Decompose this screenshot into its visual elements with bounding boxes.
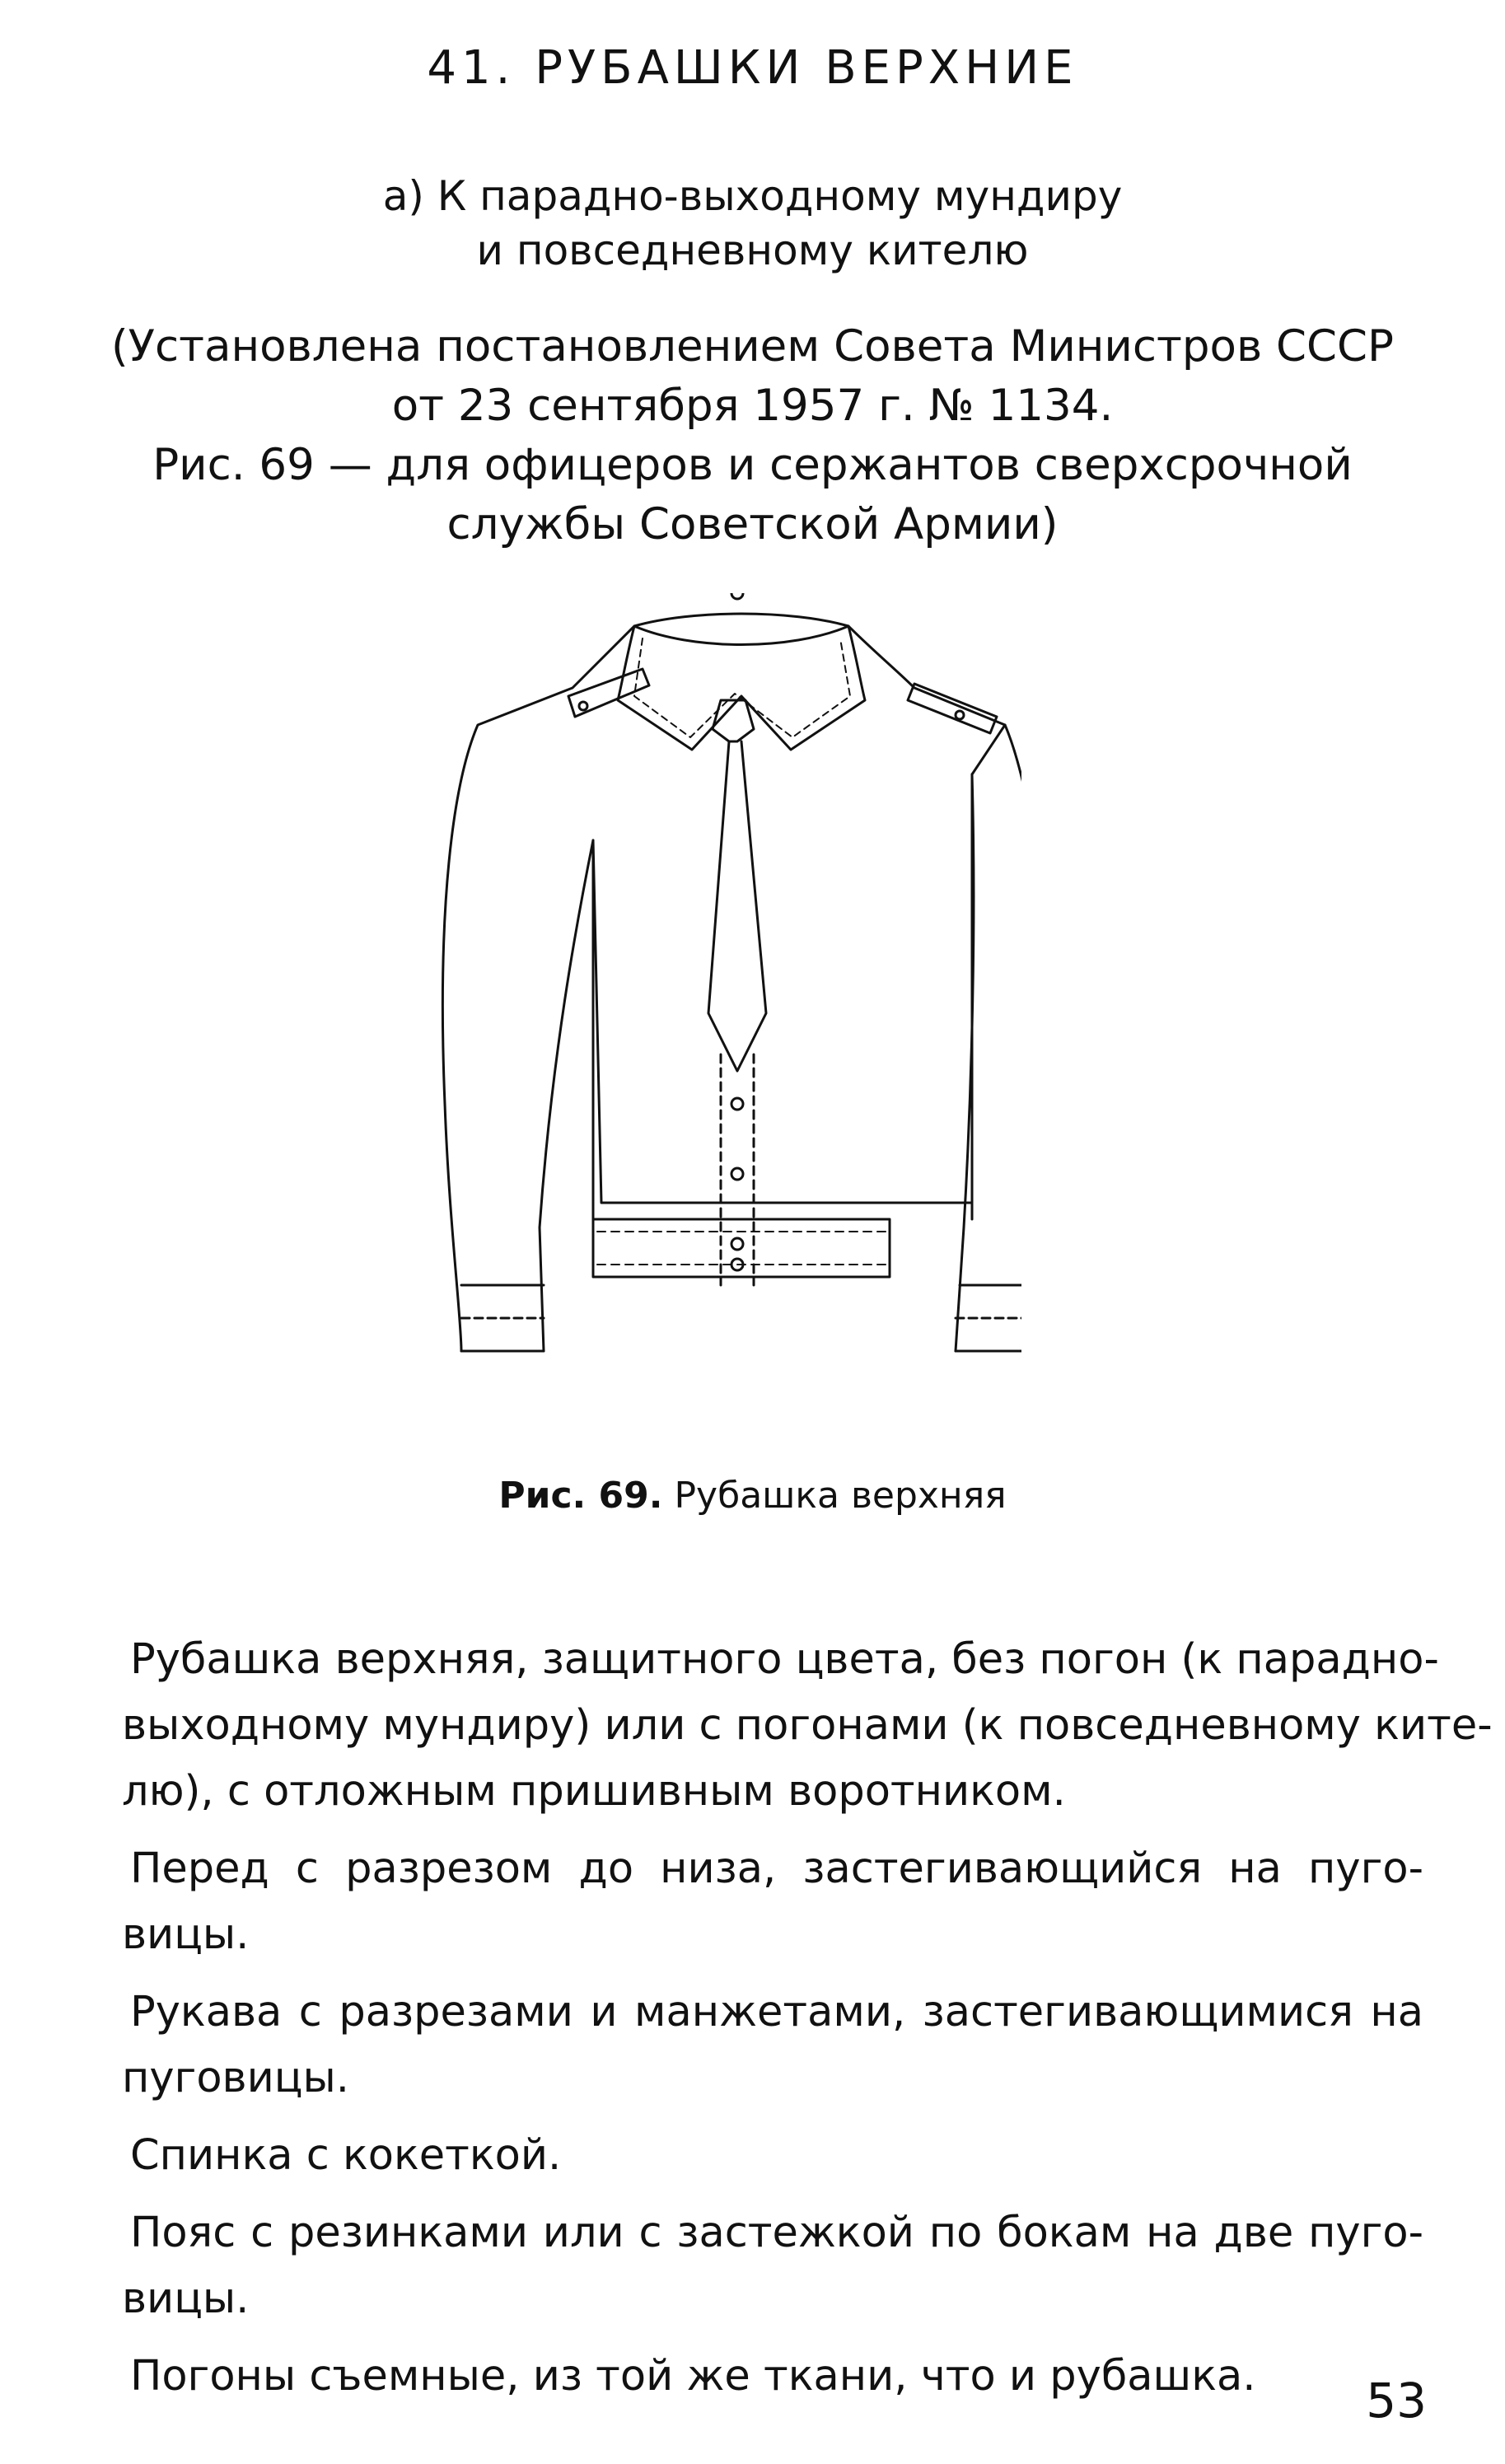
figure-caption — [0, 1475, 1505, 1517]
paragraph-line: Рубашка верхняя, защитного цвета, без погон (к парадно- — [130, 1635, 1439, 1684]
paragraph-line: Рукава с разрезами и манжетами, застегивающимися на — [130, 1988, 1423, 2036]
paragraph-line: Пояс с резинками или с застежкой по бокам на две пуго- — [130, 2209, 1423, 2257]
right-cuff — [956, 1318, 1021, 1351]
paragraph-line: выходному мундиру) или с погонами (к повседневному ките- — [122, 1701, 1493, 1750]
note-line-2: от 23 сентября 1957 г. № 1134. — [391, 381, 1114, 431]
paragraph-line: вицы. — [122, 1910, 250, 1959]
button-1 — [731, 1098, 743, 1110]
paragraph-line: Погоны съемные, из той же ткани, что и рубашка. — [130, 2352, 1256, 2401]
strap-button-left — [579, 702, 587, 710]
paragraph — [122, 2200, 1423, 2332]
note-line-1: (Установлена постановлением Совета Министров СССР — [110, 321, 1395, 372]
button-2 — [731, 1168, 743, 1180]
shirt-illustration-icon — [428, 593, 1021, 1442]
body-text — [122, 1627, 1493, 2421]
page-number: 53 — [1366, 2373, 1427, 2429]
shirt-outline — [442, 614, 1005, 1351]
subtitle-line-2: и повседневному кителю — [476, 227, 1029, 274]
left-cuff — [461, 1318, 544, 1351]
paragraph-line: Перед с разрезом до низа, застегивающийся на пуго- — [130, 1844, 1423, 1893]
button-3 — [731, 1238, 743, 1250]
collar — [618, 626, 865, 750]
paragraph — [122, 1980, 1423, 2111]
regulation-note — [0, 317, 1505, 554]
paragraph-line: лю), с отложным пришивным воротником. — [122, 1767, 1066, 1816]
paragraph — [122, 1627, 1493, 1825]
strap-button-right — [956, 711, 964, 719]
collar-stitch — [634, 638, 850, 737]
note-line-3: Рис. 69 — для офицеров и сержантов сверхсрочной — [152, 440, 1353, 490]
note-line-4: службы Советской Армии) — [446, 499, 1059, 549]
section-title: 41. РУБАШКИ ВЕРХНИЕ — [427, 41, 1078, 95]
paragraph — [122, 2344, 1423, 2410]
tie-blade — [708, 741, 766, 1071]
caption-text: Рубашка верхняя — [674, 1475, 1007, 1517]
paragraph-line: вицы. — [122, 2275, 250, 2323]
subtitle — [0, 169, 1505, 278]
shirt-figure — [428, 593, 1021, 1442]
paragraph-line: пуговицы. — [122, 2054, 349, 2102]
paragraph — [122, 1836, 1423, 1968]
right-sleeve — [956, 725, 1021, 1351]
subtitle-line-1: а) К парадно-выходному мундиру — [382, 172, 1123, 220]
caption-label: Рис. 69. — [498, 1475, 663, 1517]
paragraph — [122, 2123, 1423, 2189]
paragraph-line: Спинка с кокеткой. — [130, 2131, 562, 2180]
